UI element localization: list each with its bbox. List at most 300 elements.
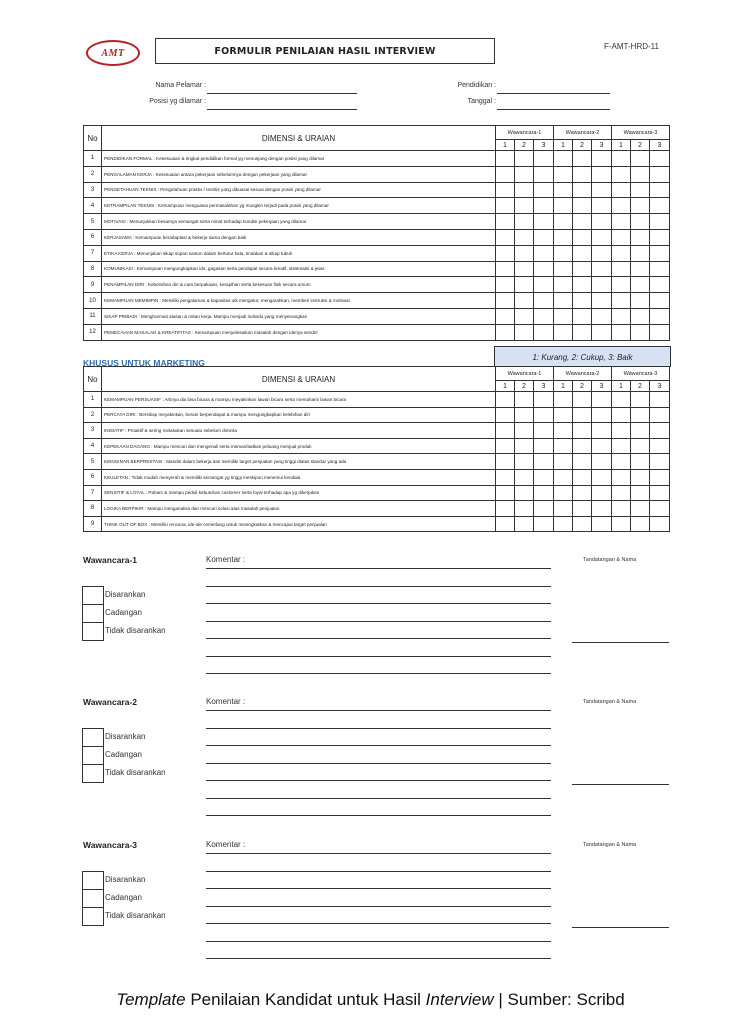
- score-cell[interactable]: [534, 516, 554, 532]
- form-title: FORMULIR PENILAIAN HASIL INTERVIEW: [155, 38, 495, 64]
- marketing-row-description: THINK OUT OF BOX : Memiliki rencana, ide-ide cemerlang untuk meningkatkan & mencapai target penjualan: [102, 516, 496, 532]
- logo-text: AMT: [101, 47, 125, 59]
- comment-line[interactable]: [206, 656, 551, 657]
- komentar-label: Komentar :: [206, 697, 246, 706]
- general-row-number: 4: [84, 198, 102, 214]
- marketing-row-description: SENSITIF & LOYAL : Paham & mampu peduli kebutuhan customer serta loyal terhadap apa yg dikerjakan: [102, 485, 496, 501]
- score-cell[interactable]: [554, 308, 573, 324]
- score-cell[interactable]: [554, 293, 573, 309]
- score-cell[interactable]: [573, 151, 592, 167]
- score-cell[interactable]: [554, 198, 573, 214]
- comment-line[interactable]: [206, 763, 551, 764]
- score-cell[interactable]: [592, 182, 612, 198]
- marketing-row: [84, 438, 670, 454]
- recommendation-option-label: Tidak disarankan: [105, 911, 166, 920]
- general-row-number: 8: [84, 261, 102, 277]
- score-cell[interactable]: [573, 407, 592, 423]
- marketing-score-header: 2: [631, 381, 650, 392]
- score-cell[interactable]: [554, 485, 573, 501]
- score-cell[interactable]: [496, 166, 515, 182]
- score-cell[interactable]: [554, 324, 573, 340]
- score-cell[interactable]: [496, 229, 515, 245]
- marketing-assessment-table: [83, 366, 670, 532]
- score-cell[interactable]: [612, 182, 631, 198]
- score-cell[interactable]: [592, 501, 612, 517]
- general-row-number: 7: [84, 245, 102, 261]
- general-score-header: 1: [612, 140, 631, 151]
- score-cell[interactable]: [573, 501, 592, 517]
- score-cell[interactable]: [534, 407, 554, 423]
- score-cell[interactable]: [573, 293, 592, 309]
- score-cell[interactable]: [515, 261, 534, 277]
- score-cell[interactable]: [515, 454, 534, 470]
- score-cell[interactable]: [592, 469, 612, 485]
- score-cell[interactable]: [650, 245, 670, 261]
- header-wawancara-3: Wawancara-3: [612, 126, 670, 140]
- recommendation-checkbox[interactable]: [82, 746, 104, 765]
- score-cell[interactable]: [592, 151, 612, 167]
- nama-pelamar-label: Nama Pelamar :: [155, 82, 206, 89]
- score-cell[interactable]: [496, 423, 515, 439]
- nama-pelamar-field[interactable]: [207, 83, 357, 94]
- score-cell[interactable]: [534, 182, 554, 198]
- general-row-number: 10: [84, 293, 102, 309]
- score-cell[interactable]: [612, 469, 631, 485]
- score-cell[interactable]: [554, 214, 573, 230]
- score-cell[interactable]: [573, 277, 592, 293]
- score-cell[interactable]: [554, 166, 573, 182]
- general-row: [84, 166, 670, 182]
- score-cell[interactable]: [515, 407, 534, 423]
- marketing-row: [84, 485, 670, 501]
- general-score-header: 2: [573, 140, 592, 151]
- score-cell[interactable]: [612, 293, 631, 309]
- score-cell[interactable]: [631, 277, 650, 293]
- score-cell[interactable]: [496, 293, 515, 309]
- score-cell[interactable]: [592, 308, 612, 324]
- general-row-description: SIKAP PRIBADI : Menghormati atasan & rekan kerja. Mampu menjadi individu yang menyenangkan: [102, 308, 496, 324]
- score-cell[interactable]: [554, 423, 573, 439]
- score-cell[interactable]: [515, 469, 534, 485]
- score-cell[interactable]: [515, 198, 534, 214]
- score-cell[interactable]: [534, 277, 554, 293]
- score-cell[interactable]: [554, 407, 573, 423]
- score-cell[interactable]: [612, 261, 631, 277]
- score-cell[interactable]: [534, 166, 554, 182]
- score-cell[interactable]: [515, 166, 534, 182]
- score-cell[interactable]: [534, 324, 554, 340]
- marketing-row-number: 8: [84, 501, 102, 517]
- general-assessment-table: [83, 125, 670, 341]
- posisi-field[interactable]: [207, 99, 357, 110]
- score-cell[interactable]: [573, 214, 592, 230]
- pendidikan-field[interactable]: [497, 83, 610, 94]
- pendidikan-label: Pendidikan :: [457, 82, 496, 89]
- score-cell[interactable]: [592, 166, 612, 182]
- recommendation-option-label: Disarankan: [105, 590, 146, 599]
- score-cell[interactable]: [650, 485, 670, 501]
- score-cell[interactable]: [534, 151, 554, 167]
- score-cell[interactable]: [534, 229, 554, 245]
- score-cell[interactable]: [573, 516, 592, 532]
- marketing-row: [84, 516, 670, 532]
- score-cell[interactable]: [612, 245, 631, 261]
- score-cell[interactable]: [631, 485, 650, 501]
- amt-logo: [86, 40, 140, 66]
- score-cell[interactable]: [612, 438, 631, 454]
- marketing-score-header: 1: [554, 381, 573, 392]
- general-row-description: KOMUNIKASI : Kemampuan mengungkapkan ide, gagasan serta pendapat secara kreatif, sistematis & jelas: [102, 261, 496, 277]
- score-cell[interactable]: [631, 293, 650, 309]
- marketing-header-wawancara-3: Wawancara-3: [612, 367, 670, 381]
- signature-line[interactable]: [572, 784, 669, 785]
- score-cell[interactable]: [515, 438, 534, 454]
- recommendation-checkbox[interactable]: [82, 728, 104, 747]
- score-cell[interactable]: [496, 277, 515, 293]
- score-cell[interactable]: [573, 166, 592, 182]
- score-cell[interactable]: [534, 501, 554, 517]
- score-cell[interactable]: [515, 245, 534, 261]
- marketing-row: [84, 407, 670, 423]
- score-cell[interactable]: [592, 485, 612, 501]
- posisi-label: Posisi yg dilamar :: [149, 98, 206, 105]
- comment-line[interactable]: [206, 638, 551, 639]
- score-cell[interactable]: [515, 308, 534, 324]
- marketing-score-header: 1: [496, 381, 515, 392]
- general-row: [84, 261, 670, 277]
- score-cell[interactable]: [496, 438, 515, 454]
- score-cell[interactable]: [631, 151, 650, 167]
- recommendation-checkbox[interactable]: [82, 764, 104, 783]
- score-cell[interactable]: [515, 151, 534, 167]
- score-cell[interactable]: [515, 516, 534, 532]
- score-cell[interactable]: [573, 229, 592, 245]
- comment-line[interactable]: [206, 853, 551, 854]
- recommendation-checkbox[interactable]: [82, 586, 104, 605]
- score-cell[interactable]: [496, 501, 515, 517]
- score-cell[interactable]: [496, 454, 515, 470]
- comment-line[interactable]: [206, 958, 551, 959]
- score-cell[interactable]: [496, 392, 515, 408]
- header-no: No: [84, 126, 102, 151]
- score-cell[interactable]: [515, 485, 534, 501]
- general-row-description: KETRAMPILAN TEKNIS : Kemampuan menguasai permasalahan yg mungkin terjadi pada posisi yang dilamar: [102, 198, 496, 214]
- score-cell[interactable]: [496, 324, 515, 340]
- score-cell[interactable]: [496, 485, 515, 501]
- score-cell[interactable]: [631, 407, 650, 423]
- score-cell[interactable]: [554, 501, 573, 517]
- comment-line[interactable]: [206, 621, 551, 622]
- score-cell[interactable]: [612, 308, 631, 324]
- score-cell[interactable]: [631, 245, 650, 261]
- comment-line[interactable]: [206, 728, 551, 729]
- recommendation-checkbox[interactable]: [82, 871, 104, 890]
- score-cell[interactable]: [554, 182, 573, 198]
- comment-line[interactable]: [206, 923, 551, 924]
- score-cell[interactable]: [515, 392, 534, 408]
- score-cell[interactable]: [650, 438, 670, 454]
- score-cell[interactable]: [650, 198, 670, 214]
- score-cell[interactable]: [612, 454, 631, 470]
- general-score-header: 3: [592, 140, 612, 151]
- score-cell[interactable]: [573, 324, 592, 340]
- tanggal-field[interactable]: [497, 99, 610, 110]
- score-cell[interactable]: [612, 485, 631, 501]
- general-row-description: PENGETAHUAN TEKNIS : Pengetahuan praktis / teoritis yang dikuasai sesuai dengan posisi yang dilamar: [102, 182, 496, 198]
- score-cell[interactable]: [592, 293, 612, 309]
- score-cell[interactable]: [612, 516, 631, 532]
- caption-part4: | Sumber: Scribd: [493, 990, 625, 1009]
- score-cell[interactable]: [650, 229, 670, 245]
- score-cell[interactable]: [573, 308, 592, 324]
- score-cell[interactable]: [631, 229, 650, 245]
- score-cell[interactable]: [515, 324, 534, 340]
- general-row-number: 3: [84, 182, 102, 198]
- score-cell[interactable]: [592, 261, 612, 277]
- score-cell[interactable]: [631, 438, 650, 454]
- score-cell[interactable]: [650, 261, 670, 277]
- marketing-header-wawancara-2: Wawancara-2: [554, 367, 612, 381]
- recommendation-option-label: Cadangan: [105, 893, 142, 902]
- score-cell[interactable]: [631, 182, 650, 198]
- general-row: [84, 293, 670, 309]
- score-cell[interactable]: [496, 407, 515, 423]
- score-cell[interactable]: [573, 438, 592, 454]
- score-cell[interactable]: [534, 214, 554, 230]
- score-cell[interactable]: [515, 277, 534, 293]
- score-cell[interactable]: [534, 485, 554, 501]
- comment-line[interactable]: [206, 710, 551, 711]
- score-cell[interactable]: [573, 182, 592, 198]
- score-cell[interactable]: [554, 261, 573, 277]
- header-wawancara-1: Wawancara-1: [496, 126, 554, 140]
- general-row: [84, 245, 670, 261]
- general-row: [84, 182, 670, 198]
- score-cell[interactable]: [612, 501, 631, 517]
- score-cell[interactable]: [496, 182, 515, 198]
- score-cell[interactable]: [650, 293, 670, 309]
- score-cell[interactable]: [650, 277, 670, 293]
- score-cell[interactable]: [631, 308, 650, 324]
- recommendation-checkbox[interactable]: [82, 907, 104, 926]
- score-cell[interactable]: [650, 151, 670, 167]
- score-cell[interactable]: [612, 229, 631, 245]
- score-cell[interactable]: [592, 423, 612, 439]
- score-cell[interactable]: [515, 293, 534, 309]
- score-cell[interactable]: [554, 438, 573, 454]
- score-cell[interactable]: [612, 151, 631, 167]
- score-cell[interactable]: [515, 214, 534, 230]
- marketing-row-description: KEPEKAAN DAGANG : Mampu mencari dan mengenali serta memanfaatkan peluang menjual produk: [102, 438, 496, 454]
- score-cell[interactable]: [650, 166, 670, 182]
- comment-line[interactable]: [206, 745, 551, 746]
- comment-line[interactable]: [206, 603, 551, 604]
- wawancara-label: Wawancara-2: [83, 697, 138, 707]
- score-cell[interactable]: [631, 423, 650, 439]
- score-cell[interactable]: [650, 501, 670, 517]
- general-row: [84, 229, 670, 245]
- marketing-row: [84, 454, 670, 470]
- general-row-number: 9: [84, 277, 102, 293]
- signature-line[interactable]: [572, 927, 669, 928]
- score-cell[interactable]: [515, 182, 534, 198]
- score-cell[interactable]: [612, 392, 631, 408]
- score-cell[interactable]: [650, 308, 670, 324]
- recommendation-checkbox[interactable]: [82, 622, 104, 641]
- marketing-header-no: No: [84, 367, 102, 392]
- score-cell[interactable]: [515, 229, 534, 245]
- marketing-row-description: PERCAYA DIRI : Bersikap meyakinkan, berani berpendapat & mampu mengungkapkan kelebihan diri: [102, 407, 496, 423]
- score-cell[interactable]: [631, 454, 650, 470]
- score-cell[interactable]: [631, 501, 650, 517]
- score-cell[interactable]: [650, 516, 670, 532]
- score-cell[interactable]: [650, 182, 670, 198]
- general-row-number: 11: [84, 308, 102, 324]
- score-cell[interactable]: [554, 245, 573, 261]
- score-cell[interactable]: [534, 293, 554, 309]
- score-cell[interactable]: [496, 308, 515, 324]
- score-cell[interactable]: [631, 324, 650, 340]
- header-wawancara-2: Wawancara-2: [554, 126, 612, 140]
- score-cell[interactable]: [592, 277, 612, 293]
- general-score-header: 3: [650, 140, 670, 151]
- score-cell[interactable]: [631, 469, 650, 485]
- general-score-header: 3: [534, 140, 554, 151]
- score-cell[interactable]: [612, 423, 631, 439]
- score-cell[interactable]: [631, 261, 650, 277]
- comment-line[interactable]: [206, 871, 551, 872]
- score-cell[interactable]: [534, 245, 554, 261]
- comment-line[interactable]: [206, 906, 551, 907]
- score-cell[interactable]: [554, 229, 573, 245]
- score-cell[interactable]: [592, 198, 612, 214]
- score-cell[interactable]: [592, 407, 612, 423]
- score-cell[interactable]: [631, 166, 650, 182]
- score-cell[interactable]: [592, 245, 612, 261]
- marketing-row-description: INISIATIF : Proaktif & sering melakukan sesuatu sebelum diminta: [102, 423, 496, 439]
- score-cell[interactable]: [554, 516, 573, 532]
- score-cell[interactable]: [534, 198, 554, 214]
- comment-line[interactable]: [206, 815, 551, 816]
- score-cell[interactable]: [496, 198, 515, 214]
- marketing-row: [84, 423, 670, 439]
- score-cell[interactable]: [650, 423, 670, 439]
- marketing-row-number: 5: [84, 454, 102, 470]
- score-cell[interactable]: [650, 469, 670, 485]
- header-dimensi: DIMENSI & URAIAN: [102, 126, 496, 151]
- score-cell[interactable]: [496, 214, 515, 230]
- wawancara-label: Wawancara-3: [83, 840, 138, 850]
- score-cell[interactable]: [534, 392, 554, 408]
- signature-line[interactable]: [572, 642, 669, 643]
- score-cell[interactable]: [650, 454, 670, 470]
- marketing-row-description: KEINGINAN BERPRESTASI : Mandiri dalam bekerja dan memiliki target penjualan yang tinggi diatas standar yang ada: [102, 454, 496, 470]
- score-cell[interactable]: [534, 454, 554, 470]
- score-cell[interactable]: [554, 454, 573, 470]
- score-cell[interactable]: [554, 277, 573, 293]
- score-cell[interactable]: [650, 324, 670, 340]
- score-cell[interactable]: [631, 198, 650, 214]
- score-cell[interactable]: [496, 516, 515, 532]
- score-cell[interactable]: [650, 392, 670, 408]
- marketing-row: [84, 392, 670, 408]
- scale-legend: 1: Kurang, 2: Cukup, 3: Baik: [494, 346, 671, 367]
- score-cell[interactable]: [534, 261, 554, 277]
- comment-line[interactable]: [206, 780, 551, 781]
- comment-line[interactable]: [206, 673, 551, 674]
- signature-label: Tandatangan & Nama: [583, 699, 637, 705]
- marketing-row-number: 1: [84, 392, 102, 408]
- recommendation-option-label: Cadangan: [105, 608, 142, 617]
- general-row: [84, 151, 670, 167]
- score-cell[interactable]: [496, 245, 515, 261]
- score-cell[interactable]: [534, 308, 554, 324]
- score-cell[interactable]: [573, 392, 592, 408]
- marketing-row-number: 7: [84, 485, 102, 501]
- score-cell[interactable]: [592, 214, 612, 230]
- score-cell[interactable]: [612, 214, 631, 230]
- score-cell[interactable]: [573, 485, 592, 501]
- score-cell[interactable]: [534, 438, 554, 454]
- marketing-row-description: KEULETAN : Tidak mudah menyerah & memiliki semangat yg tinggi meskipun menemui kendala: [102, 469, 496, 485]
- score-cell[interactable]: [631, 214, 650, 230]
- score-cell[interactable]: [496, 469, 515, 485]
- score-cell[interactable]: [592, 392, 612, 408]
- score-cell[interactable]: [612, 277, 631, 293]
- score-cell[interactable]: [612, 324, 631, 340]
- score-cell[interactable]: [612, 407, 631, 423]
- score-cell[interactable]: [515, 423, 534, 439]
- score-cell[interactable]: [534, 423, 554, 439]
- score-cell[interactable]: [573, 198, 592, 214]
- score-cell[interactable]: [554, 392, 573, 408]
- score-cell[interactable]: [612, 166, 631, 182]
- score-cell[interactable]: [515, 501, 534, 517]
- recommendation-checkbox[interactable]: [82, 604, 104, 623]
- comment-line[interactable]: [206, 586, 551, 587]
- score-cell[interactable]: [573, 245, 592, 261]
- score-cell[interactable]: [631, 392, 650, 408]
- score-cell[interactable]: [573, 454, 592, 470]
- comment-line[interactable]: [206, 798, 551, 799]
- comment-line[interactable]: [206, 941, 551, 942]
- score-cell[interactable]: [631, 516, 650, 532]
- score-cell[interactable]: [573, 261, 592, 277]
- recommendation-checkbox[interactable]: [82, 889, 104, 908]
- score-cell[interactable]: [573, 469, 592, 485]
- comment-line[interactable]: [206, 568, 551, 569]
- general-row: [84, 308, 670, 324]
- score-cell[interactable]: [650, 214, 670, 230]
- score-cell[interactable]: [612, 198, 631, 214]
- score-cell[interactable]: [496, 261, 515, 277]
- comment-line[interactable]: [206, 888, 551, 889]
- score-cell[interactable]: [592, 516, 612, 532]
- score-cell[interactable]: [496, 151, 515, 167]
- score-cell[interactable]: [650, 407, 670, 423]
- score-cell[interactable]: [592, 229, 612, 245]
- score-cell[interactable]: [534, 469, 554, 485]
- score-cell[interactable]: [592, 324, 612, 340]
- score-cell[interactable]: [573, 423, 592, 439]
- general-score-header: 1: [496, 140, 515, 151]
- score-cell[interactable]: [554, 151, 573, 167]
- score-cell[interactable]: [592, 454, 612, 470]
- score-cell[interactable]: [592, 438, 612, 454]
- marketing-row-number: 3: [84, 423, 102, 439]
- score-cell[interactable]: [554, 469, 573, 485]
- general-row-number: 5: [84, 214, 102, 230]
